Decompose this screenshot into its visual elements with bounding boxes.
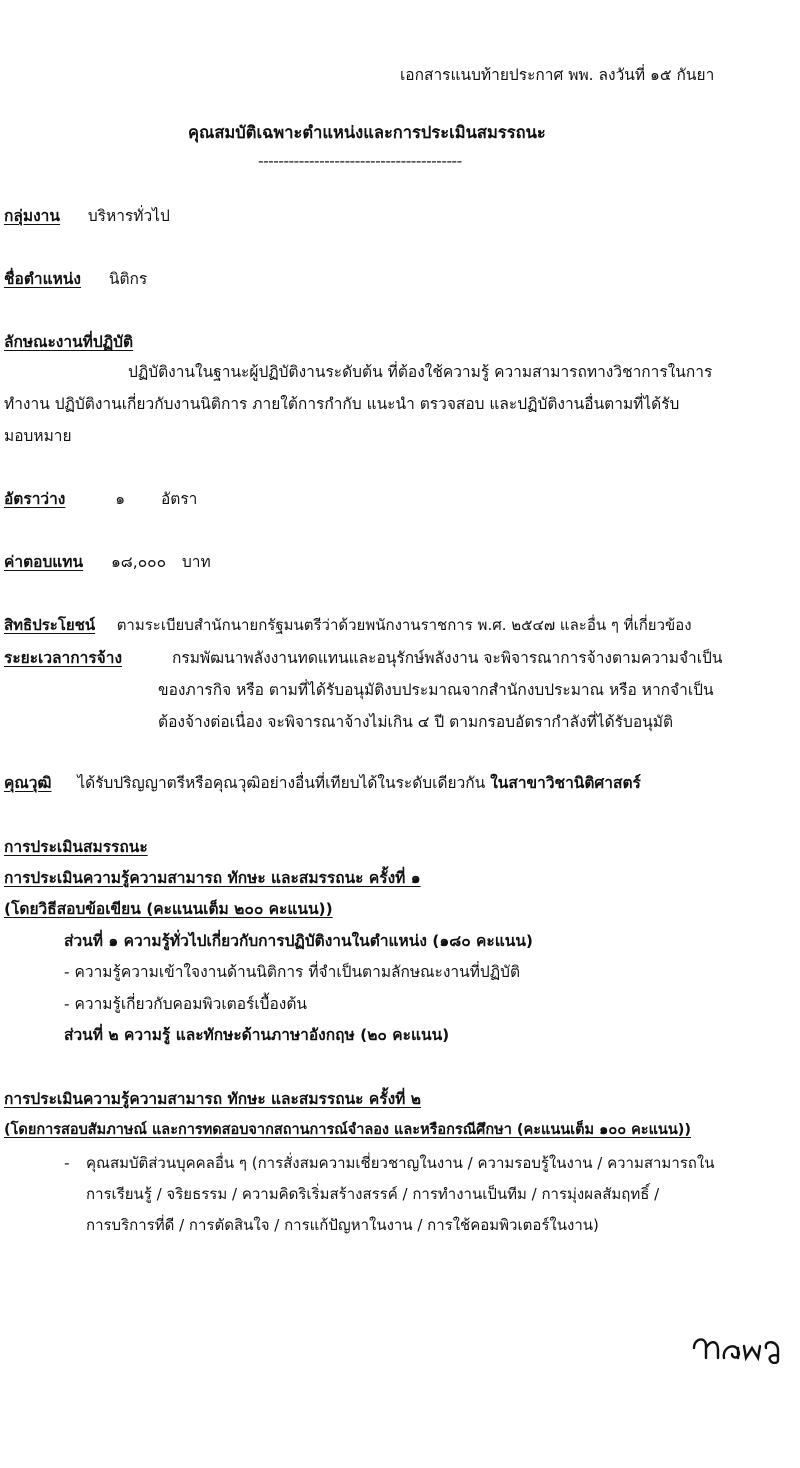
round1-title: การประเมินความรู้ความสามารถ ทักษะ และสมรรถนะ ครั้งที่ ๑ [4, 869, 421, 887]
handwritten-initials [688, 1318, 788, 1364]
round1-part2: ส่วนที่ ๒ ความรู้ และทักษะด้านภาษาอังกฤษ (๒๐ คะแนน) [64, 1026, 450, 1044]
duties-line: มอบหมาย [4, 427, 72, 445]
vacancy-unit: อัตรา [160, 490, 198, 508]
round2-bullet: - [64, 1154, 70, 1172]
round1-method: (โดยวิธีสอบข้อเขียน (คะแนนเต็ม ๒๐๐ คะแนน)) [4, 900, 333, 918]
duties-line: ทำงาน ปฏิบัติงานเกี่ยวกับงานนิติการ ภายใต้การกำกับ แนะนำ ตรวจสอบ และปฏิบัติงานอื่นตามที่ได้รับ [4, 395, 680, 413]
term-line: ของภารกิจ หรือ ตามที่ได้รับอนุมัติงบประมาณจากสำนักงบประมาณ หรือ หากจำเป็น [158, 681, 714, 699]
round1-part1-item: - ความรู้เกี่ยวกับคอมพิวเตอร์เบื้องต้น [64, 995, 308, 1013]
group-label: กลุ่มงาน [4, 207, 60, 225]
qualification-label: คุณวุฒิ [4, 774, 52, 792]
round2-title: การประเมินความรู้ความสามารถ ทักษะ และสมรรถนะ ครั้งที่ ๒ [4, 1090, 421, 1108]
qualification-row [4, 772, 641, 794]
title-divider: ---------------------------------------- [258, 152, 462, 170]
position-row [4, 268, 147, 290]
position-value: นิติกร [108, 270, 148, 288]
salary-row [4, 551, 211, 573]
annex-reference: เอกสารแนบท้ายประกาศ พพ. ลงวันที่ ๑๕ กันยา [400, 66, 715, 84]
round1-part1: ส่วนที่ ๑ ความรู้ทั่วไปเกี่ยวกับการปฏิบัติงานในตำแหน่ง (๑๘๐ คะแนน) [64, 932, 534, 950]
round1-part1-item: - ความรู้ความเข้าใจงานด้านนิติการ ที่จำเป็นตามลักษณะงานที่ปฏิบัติ [64, 963, 521, 981]
round2-line: คุณสมบัติส่วนบุคคลอื่น ๆ (การสั่งสมความเชี่ยวชาญในงาน / ความรอบรู้ในงาน / ความสามารถใน [86, 1154, 715, 1172]
vacancy-row [4, 488, 197, 510]
duties-label: ลักษณะงานที่ปฏิบัติ [4, 333, 134, 351]
assessment-heading: การประเมินสมรรถนะ [4, 838, 148, 856]
benefits-value: ตามระเบียบสำนักนายกรัฐมนตรีว่าด้วยพนักงานราชการ พ.ศ. ๒๕๔๗ และอื่น ๆ ที่เกี่ยวข้อง [116, 616, 692, 634]
salary-unit: บาท [181, 553, 211, 571]
round2-method: (โดยการสอบสัมภาษณ์ และการทดสอบจากสถานการณ์จำลอง และหรือกรณีศึกษา (คะแนนเต็ม ๑๐๐ คะแนน)) [4, 1122, 692, 1138]
salary-amount: ๑๘,๐๐๐ [110, 553, 167, 571]
group-row [4, 205, 170, 227]
salary-label: ค่าตอบแทน [4, 553, 84, 571]
round2-line: การเรียนรู้ / จริยธรรม / ความคิดริเริ่มสร้างสรรค์ / การทำงานเป็นทีม / การมุ่งผลสัมฤทธิ์ / [86, 1185, 660, 1203]
qualification-value: ได้รับปริญญาตรีหรือคุณวุฒิอย่างอื่นที่เทียบได้ในระดับเดียวกัน [77, 774, 486, 792]
benefits-label: สิทธิประโยชน์ [4, 616, 96, 634]
vacancy-count: ๑ [115, 490, 126, 508]
term-label: ระยะเวลาการจ้าง [4, 649, 123, 667]
term-line: กรมพัฒนาพลังงานทดแทนและอนุรักษ์พลังงาน จะพิจารณาการจ้างตามความจำเป็น [172, 649, 723, 667]
qualification-field: ในสาขาวิชานิติศาสตร์ [490, 774, 641, 792]
group-value: บริหารทั่วไป [87, 207, 170, 225]
benefits-row [4, 614, 692, 636]
vacancy-label: อัตราว่าง [4, 490, 66, 508]
term-line: ต้องจ้างต่อเนื่อง จะพิจารณาจ้างไม่เกิน ๔ ปี ตามกรอบอัตรากำลังที่ได้รับอนุมัติ [158, 713, 674, 731]
round2-line: การบริการที่ดี / การตัดสินใจ / การแก้ปัญหาในงาน / การใช้คอมพิวเตอร์ในงาน) [86, 1216, 599, 1234]
position-label: ชื่อตำแหน่ง [4, 270, 81, 288]
duties-line: ปฏิบัติงานในฐานะผู้ปฏิบัติงานระดับต้น ที่ต้องใช้ความรู้ ความสามารถทางวิชาการในการ [128, 363, 713, 381]
page-title: คุณสมบัติเฉพาะตำแหน่งและการประเมินสมรรถนะ [188, 123, 546, 142]
